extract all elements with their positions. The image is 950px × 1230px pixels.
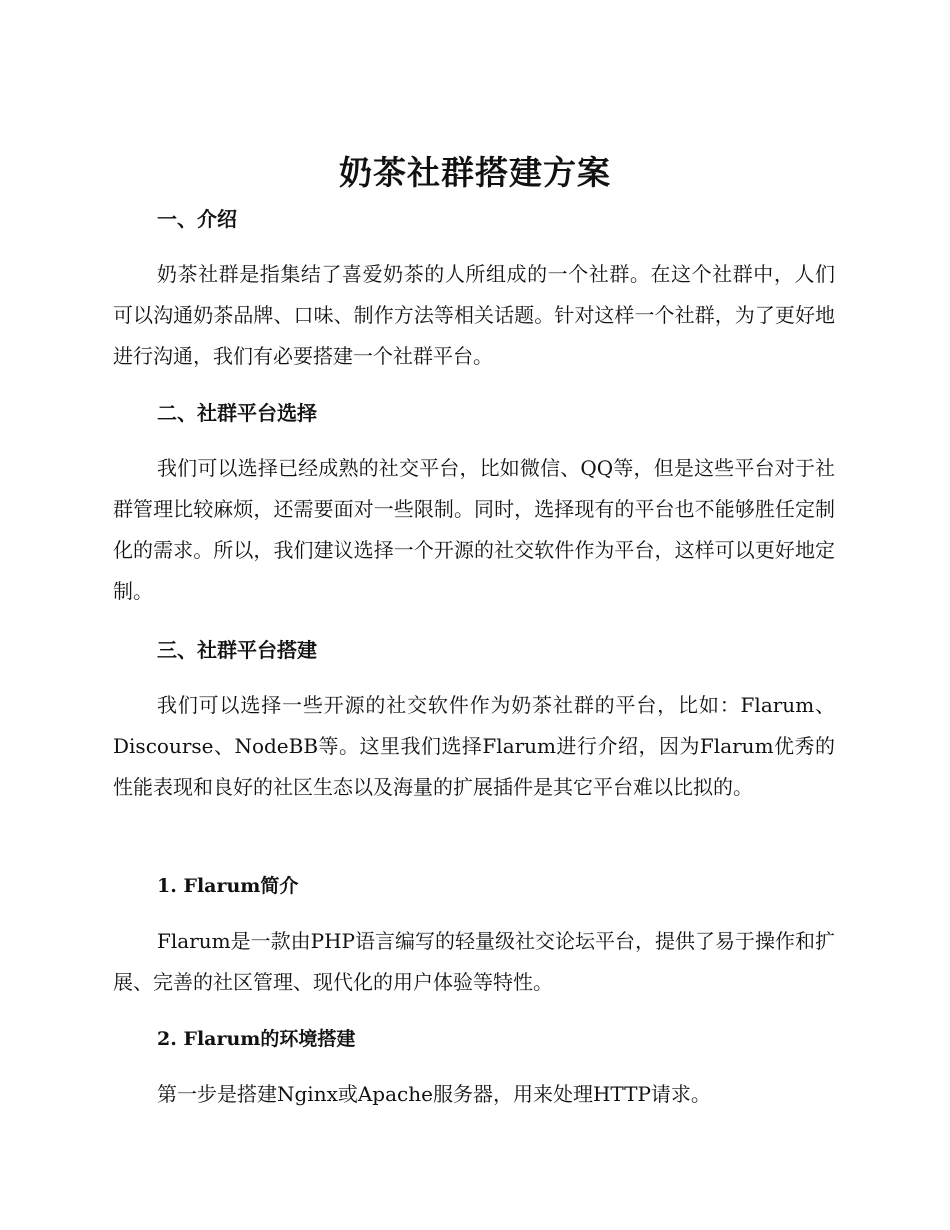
section-heading-platform-choice: 二、社群平台选择 xyxy=(157,401,317,425)
section-heading-intro: 一、介绍 xyxy=(157,207,237,231)
section-heading-platform-build: 三、社群平台搭建 xyxy=(157,638,317,662)
subsection-heading-flarum-intro: 1. Flarum简介 xyxy=(157,875,299,897)
document-title: 奶茶社群搭建方案 xyxy=(339,153,611,192)
subsection-heading-flarum-env: 2. Flarum的环境搭建 xyxy=(157,1028,356,1050)
subsection-paragraph-flarum-intro: Flarum是一款由PHP语言编写的轻量级社交论坛平台，提供了易于操作和扩展、完善的社区管理、现代化的用户体验等特性。 xyxy=(113,929,835,994)
section-paragraph-intro: 奶茶社群是指集结了喜爱奶茶的人所组成的一个社群。在这个社群中，人们可以沟通奶茶品牌、口味、制作方法等相关话题。针对这样一个社群，为了更好地进行沟通，我们有必要搭建一个社群平台。 xyxy=(113,262,835,368)
section-paragraph-platform-choice: 我们可以选择已经成熟的社交平台，比如微信、QQ等，但是这些平台对于社群管理比较麻烦，还需要面对一些限制。同时，选择现有的平台也不能够胜任定制化的需求。所以，我们建议选择一个开源的社交软件作为平台，这样可以更好地定制。 xyxy=(113,456,835,603)
section-paragraph-platform-build: 我们可以选择一些开源的社交软件作为奶茶社群的平台，比如：Flarum、Discourse、NodeBB等。这里我们选择Flarum进行介绍，因为Flarum优秀的性能表现和良好的社区生态以及海量的扩展插件是其它平台难以比拟的。 xyxy=(113,693,835,799)
subsection-paragraph-flarum-env: 第一步是搭建Nginx或Apache服务器，用来处理HTTP请求。 xyxy=(157,1082,711,1106)
